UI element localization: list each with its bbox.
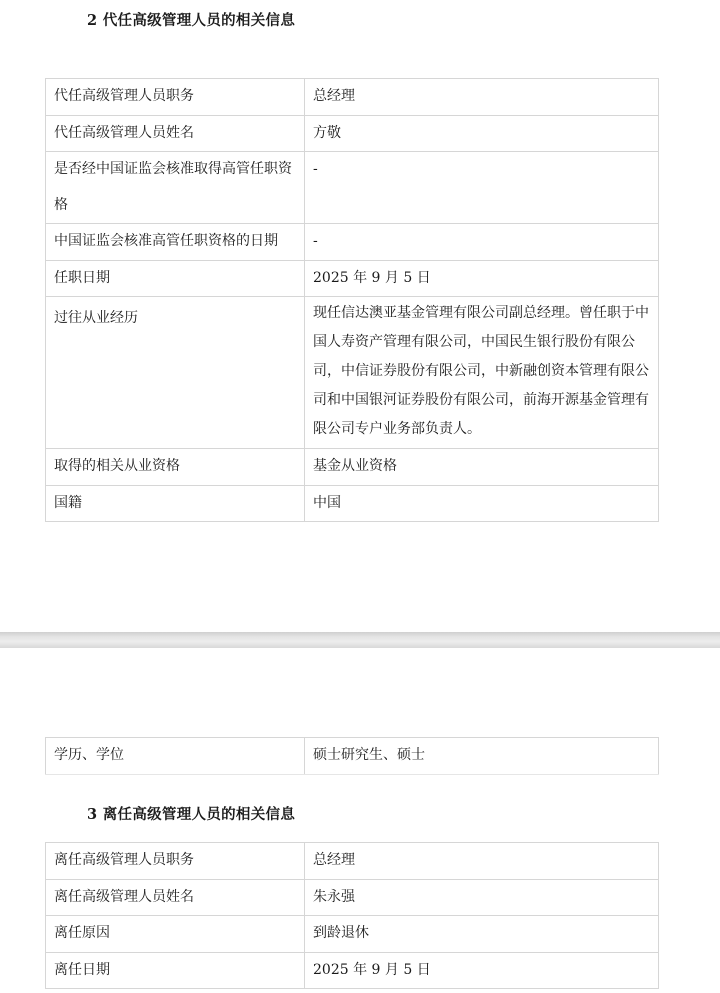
table-row bbox=[46, 879, 659, 916]
table-row bbox=[46, 485, 659, 522]
row-label: 离任高级管理人员姓名 bbox=[46, 879, 305, 916]
table-row bbox=[46, 843, 659, 880]
table-row bbox=[46, 115, 659, 152]
row-value: 朱永强 bbox=[305, 879, 659, 916]
page-break bbox=[0, 632, 720, 648]
row-label: 离任原因 bbox=[46, 916, 305, 953]
table-row bbox=[46, 916, 659, 953]
table-row bbox=[46, 449, 659, 486]
row-value: 总经理 bbox=[305, 79, 659, 116]
row-value bbox=[305, 297, 659, 449]
table-row bbox=[46, 152, 659, 224]
row-label: 过往从业经历 bbox=[46, 297, 305, 449]
row-value: 基金从业资格 bbox=[305, 449, 659, 486]
row-value: 方敬 bbox=[305, 115, 659, 152]
departing-manager-table bbox=[45, 842, 659, 989]
row-label: 中国证监会核准高管任职资格的日期 bbox=[46, 224, 305, 261]
row-value: 2025 年 9 月 5 日 bbox=[305, 952, 659, 989]
row-label: 离任高级管理人员职务 bbox=[46, 843, 305, 880]
acting-manager-table-continued bbox=[45, 737, 659, 775]
section-3-heading: 3 离任高级管理人员的相关信息 bbox=[87, 806, 296, 823]
table-row bbox=[46, 260, 659, 297]
row-label: 国籍 bbox=[46, 485, 305, 522]
row-label: 代任高级管理人员姓名 bbox=[46, 115, 305, 152]
row-label: 学历、学位 bbox=[46, 738, 305, 775]
row-label: 任职日期 bbox=[46, 260, 305, 297]
row-value: - bbox=[305, 224, 659, 261]
acting-manager-table bbox=[45, 78, 659, 522]
table-row bbox=[46, 297, 659, 449]
row-label: 取得的相关从业资格 bbox=[46, 449, 305, 486]
row-label: 是否经中国证监会核准取得高管任职资格 bbox=[46, 152, 305, 224]
section-2-heading: 2 代任高级管理人员的相关信息 bbox=[87, 12, 296, 29]
table-row bbox=[46, 79, 659, 116]
table-row bbox=[46, 224, 659, 261]
row-value: 2025 年 9 月 5 日 bbox=[305, 260, 659, 297]
row-label: 离任日期 bbox=[46, 952, 305, 989]
row-value: 总经理 bbox=[305, 843, 659, 880]
row-label: 代任高级管理人员职务 bbox=[46, 79, 305, 116]
row-value: 到龄退休 bbox=[305, 916, 659, 953]
row-value: 硕士研究生、硕士 bbox=[305, 738, 659, 775]
document-page-2 bbox=[0, 648, 720, 993]
career-history-text: 现任信达澳亚基金管理有限公司副总经理。曾任职于中国人寿资产管理有限公司，中国民生银行股份有限公司，中信证券股份有限公司，中新融创资本管理有限公司和中国银河证券股份有限公司，前海开源基金管理有限公司专户业务部负责人。 bbox=[313, 305, 649, 437]
row-value: - bbox=[305, 152, 659, 224]
row-value: 中国 bbox=[305, 485, 659, 522]
table-row bbox=[46, 952, 659, 989]
table-row bbox=[46, 738, 659, 775]
